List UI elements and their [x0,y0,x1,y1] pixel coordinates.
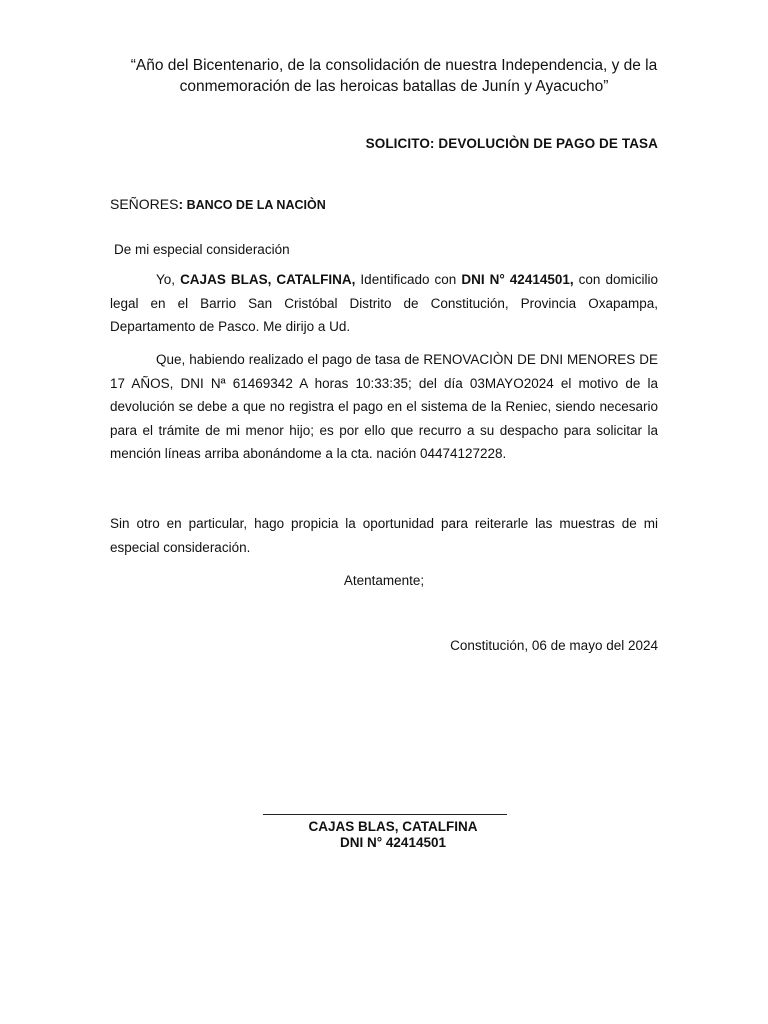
official-year-motto: “Año del Bicentenario, de la consolidación de nuestra Independencia, y de la conmemoración de las heroicas batallas de Junín y Ayacucho” [130,57,658,95]
signature-dni: DNI N° 42414501 [340,835,446,850]
applicant-dni: DNI N° 42414501, [461,272,574,287]
applicant-name: CAJAS BLAS, CATALFINA, [180,272,356,287]
p3-text: Sin otro en particular, hago propicia la oportunidad para reiterarle las muestras de mi especial consideración. [110,516,658,555]
request-subject: SOLICITO: DEVOLUCIÒN DE PAGO DE TASA [365,136,658,151]
addressee-label: SEÑORES [110,196,179,212]
addressee [110,196,326,212]
addressee-separator: : [178,196,184,212]
paragraph-closing [110,512,658,559]
signature-line [263,814,507,815]
p1-middle: Identificado con [355,272,462,287]
closing-regards: Atentamente; [343,573,425,588]
addressee-bank: BANCO DE LA NACIÒN [183,198,326,212]
p1-prefix: Yo, [156,272,181,287]
signature-name: CAJAS BLAS, CATALFINA [308,819,478,834]
place-and-date: Constitución, 06 de mayo del 2024 [450,638,658,653]
paragraph-identification [110,268,658,339]
greeting: De mi especial consideración [114,242,290,257]
p1-rest: con domicilio legal en el Barrio San Cristóbal Distrito de Constitución, Provincia Oxapampa, Departamento de Pasco. Me dirijo a Ud. [110,272,658,334]
paragraph-request [110,348,658,466]
p2-text: Que, habiendo realizado el pago de tasa de RENOVACIÒN DE DNI MENORES DE 17 AÑOS, DNI Nª 61469342 A horas 10:33:35; del día 03MAYO2024 el motivo de la devolución se debe a que no registra el pago en el sistema de la Reniec, siendo necesario para el trámite de mi menor hijo; es por ello que recurro a su despacho para solicitar la mención líneas arriba abonándome a la cta. nación 04474127228. [110,352,658,461]
